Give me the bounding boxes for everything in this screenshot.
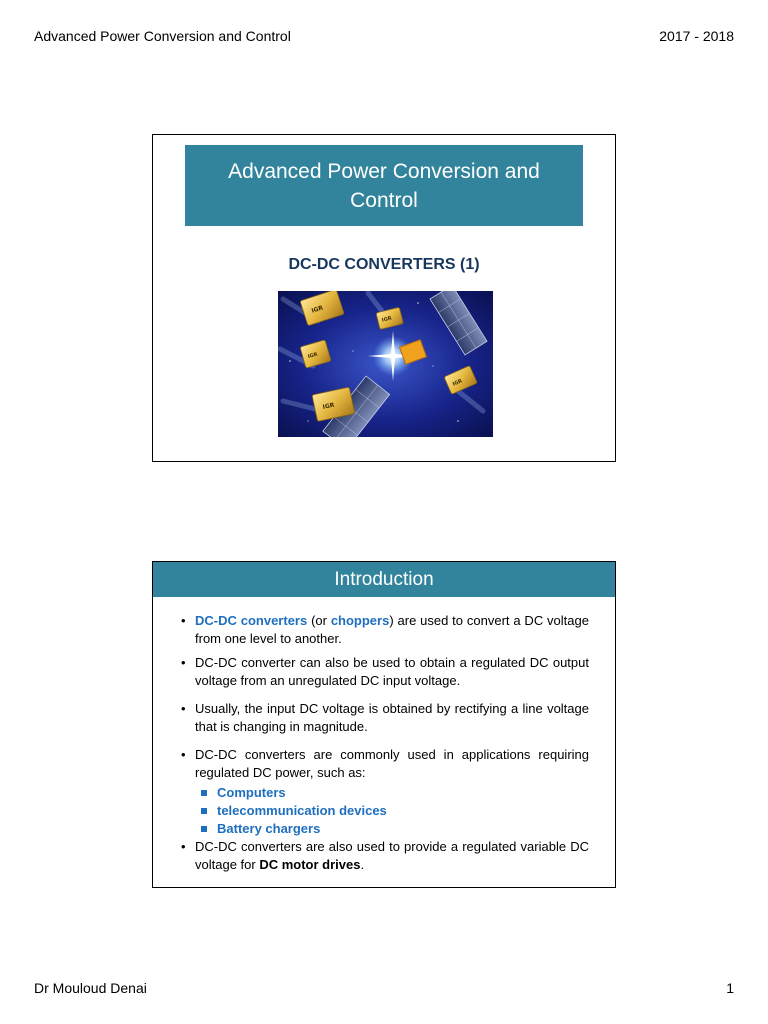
satellite-image [278,291,493,437]
header-course-title: Advanced Power Conversion and Control [34,28,291,44]
slide-introduction [152,561,616,888]
bullet-list [179,612,589,880]
slide-title [152,134,616,462]
sub-item-battery-chargers: Battery chargers [195,820,589,838]
sub-list [195,784,589,838]
bullet-item: • DC-DC converters are also used to provide a regulated variable DC voltage for DC motor drives. [179,838,589,874]
bullet-item: • Usually, the input DC voltage is obtained by rectifying a line voltage that is changing in magnitude. [179,700,589,736]
bullet-item: • DC-DC converters (or choppers) are used to convert a DC voltage from one level to another. [179,612,589,648]
slide-subtitle: DC-DC CONVERTERS (1) [288,256,480,273]
chip-mark-4: IGR [322,401,336,411]
sub-item-telecommunication: telecommunication devices [195,802,589,820]
chip-mark-1: IGR [310,304,325,315]
chip-mark-5: IGR [451,378,464,388]
header-academic-year: 2017 - 2018 [659,28,734,44]
introduction-title: Introduction [153,562,615,597]
chip-mark-3: IGR [307,351,319,361]
bullet-item: • DC-DC converter can also be used to obtain a regulated DC output voltage from an unregulated DC input voltage. [179,654,589,690]
slide-title-banner: Advanced Power Conversion and Control [185,145,583,226]
sub-item-computers: Computers [195,784,589,802]
term-dc-dc-converters: DC-DC converters [195,613,308,628]
footer-author: Dr Mouloud Denai [34,980,147,996]
term-dc-motor-drives: DC motor drives [259,857,361,872]
term-choppers: choppers [330,613,390,628]
footer-page-number: 1 [726,980,734,996]
chip-mark-2: IGR [381,315,393,324]
bullet-item: • DC-DC converters are commonly used in applications requiring regulated DC power, such as: Computers telecommunication devices Battery chargers [179,746,589,838]
